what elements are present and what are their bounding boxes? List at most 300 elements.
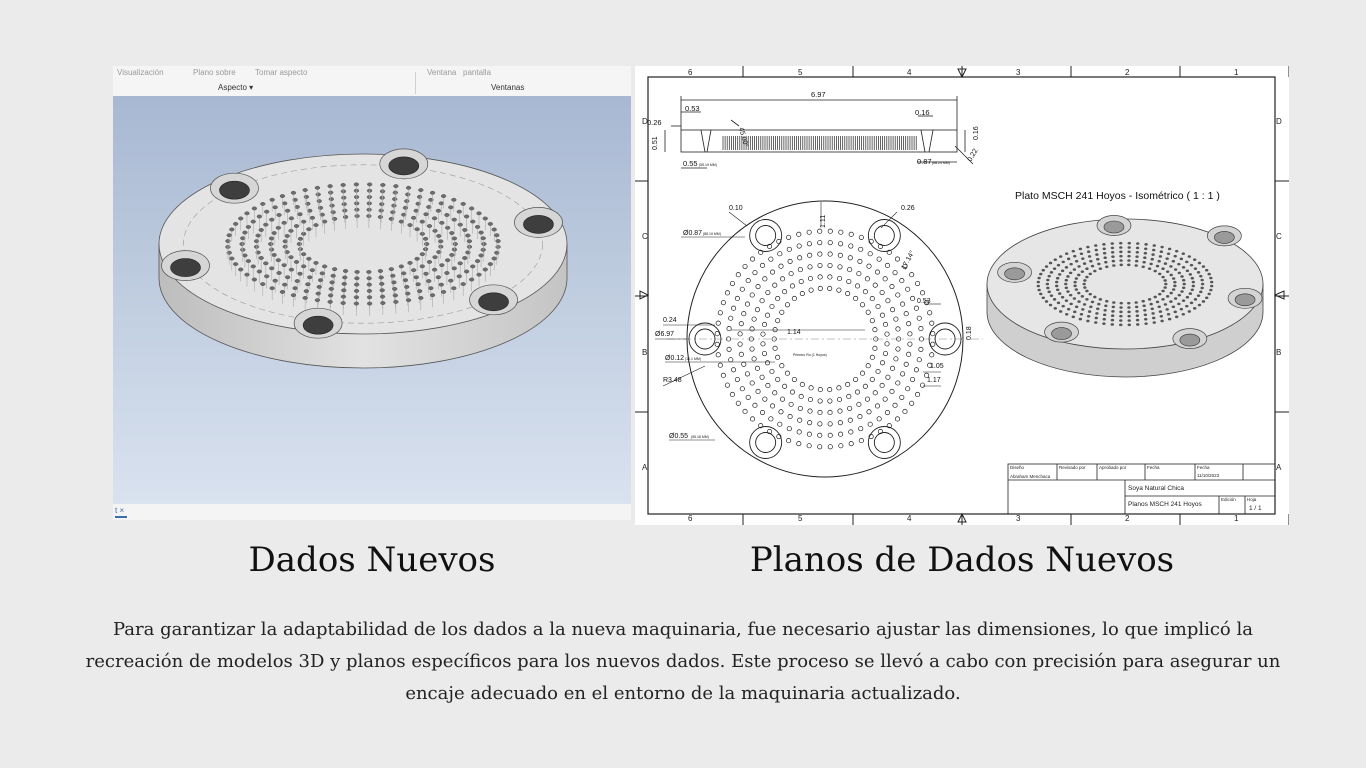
iso-hole [1210,285,1213,288]
die-hole [868,422,872,426]
hole [293,286,298,289]
die-hole [799,394,803,398]
die-hole [809,288,813,292]
iso-hole [1199,291,1202,294]
die-hole [828,240,832,244]
hole [432,268,437,271]
iso-hole [1194,267,1197,270]
die-hole [849,441,853,445]
iso-hole [1152,317,1155,320]
die-hole [763,397,767,401]
ribbon-group-aspecto[interactable]: Aspecto ▾ [218,83,254,92]
hole [415,257,420,260]
iso-bolt-hole [1052,328,1072,340]
die-plate-3d-model[interactable] [113,96,631,504]
dim-label: 45.00° [737,126,750,149]
iso-hole [1059,310,1062,313]
hole [245,212,250,215]
iso-hole [1136,323,1139,326]
iso-bolt-hole [1005,268,1025,280]
iso-hole [1091,301,1094,304]
frame-col-label: 6 [688,514,693,523]
die-hole [906,321,910,325]
hole [329,197,334,200]
iso-hole [1079,248,1082,251]
iso-hole [1095,253,1098,256]
iso-hole [1073,285,1076,288]
iso-hole [1127,255,1130,258]
die-hole [866,364,870,368]
hole [439,263,444,266]
plan-dimensions [655,205,973,440]
hole [289,217,294,220]
iso-hole [1192,281,1195,284]
die-hole [770,369,774,373]
iso-hole [1159,255,1162,258]
ribbon-cut-item[interactable]: Ventana [427,68,457,77]
iso-hole [1059,255,1062,258]
die-hole [894,357,898,361]
die-hole [727,347,731,351]
tb-part: Planos MSCH 241 Hoyos [1128,501,1202,508]
frame-col-label: 2 [1125,68,1130,77]
hole [462,228,467,231]
iso-hole [1065,286,1068,289]
iso-hole [1057,264,1060,267]
iso-hole [1175,316,1178,319]
die-hole [740,387,744,391]
iso-hole [1112,301,1115,304]
die-hole [798,406,802,410]
iso-hole [1208,293,1211,296]
die-hole [865,277,869,281]
hole [475,225,480,228]
hole [433,229,438,232]
die-hole [828,445,832,449]
hole [427,224,432,227]
die-hole [917,358,921,362]
die-hole [750,347,754,351]
die-hole [818,286,822,290]
cad-window-screenshot [113,66,631,520]
frame-col-label: 2 [1125,514,1130,523]
iso-hole [1119,251,1122,254]
frame-col-label: 3 [1016,68,1021,77]
die-hole [931,332,935,336]
hole [322,220,327,223]
hole [475,259,480,262]
iso-hole [1080,252,1083,255]
die-hole [845,382,849,386]
hole [264,275,269,278]
iso-hole [1177,263,1180,266]
hole [227,234,232,237]
hole [298,237,303,240]
ribbon-cut-item[interactable]: Tomar aspecto [255,68,308,77]
die-hole [752,357,756,361]
die-hole [877,417,881,421]
iso-hole [1151,253,1154,256]
hole [392,287,397,290]
iso-hole [1128,242,1131,245]
iso-hole [1088,310,1091,313]
hole [342,202,347,205]
iso-hole [1081,295,1084,298]
die-hole [930,321,934,325]
die-hole [876,304,880,308]
tb-diseno-label: Diseño [1010,465,1025,470]
hole [464,270,469,273]
die-hole [718,363,722,367]
hole [238,217,243,220]
hole [354,277,359,280]
die-hole [750,417,754,421]
die-hole [808,397,812,401]
hole [277,213,282,216]
iso-hole [1190,264,1193,267]
dim-label: 0.53 [917,298,931,305]
hole [316,193,321,196]
hole [449,253,454,256]
hole [469,278,474,281]
die-hole [837,276,841,280]
die-hole [782,384,786,388]
iso-hole [1056,277,1059,280]
iso-hole [1180,275,1183,278]
hole [280,290,285,293]
iso-hole [1058,273,1061,276]
iso-hole [1160,315,1163,318]
hole [269,218,274,221]
iso-hole [1198,304,1201,307]
iso-hole [1144,252,1147,255]
die-hole [742,311,746,315]
hole [415,228,420,231]
die-hole [785,371,789,375]
hole [260,282,265,285]
die-hole [910,377,914,381]
die-hole [867,264,871,268]
hole [268,242,273,245]
die-hole [752,317,756,321]
iso-hole [1069,272,1072,275]
die-hole [725,383,729,387]
die-hole [750,293,754,297]
frame-col-label: 6 [688,68,693,77]
die-hole [904,311,908,315]
hole [393,294,398,297]
dim-label: 0.26 [901,205,915,212]
iso-hole [1174,268,1177,271]
iso-hole [1178,272,1181,275]
dim-label: 0.16 [973,126,980,140]
iso-hole [1151,307,1154,310]
hole [430,191,435,194]
hole [424,272,429,275]
hole [341,301,346,304]
die-hole [877,257,881,261]
iso-hole [1143,256,1146,259]
iso-hole [1142,265,1145,268]
hole [380,301,385,304]
iso-hole [1082,283,1085,286]
iso-hole [1178,294,1181,297]
iso-hole [1136,251,1139,254]
iso-hole [1205,269,1208,272]
hole [342,209,347,212]
iso-hole [1161,290,1164,293]
iso-hole [1127,264,1130,267]
iso-hole [1111,319,1114,322]
die-hole [838,253,842,257]
iso-hole [1180,308,1183,311]
frame-row-label: D [1276,117,1282,126]
die-hole [900,278,904,282]
iso-hole [1081,270,1084,273]
die-hole [873,283,877,287]
frame-row-label: A [1276,463,1282,472]
hole [367,283,372,286]
dim-label: 0.18 [966,326,973,340]
hole [301,220,306,223]
hole [320,272,325,275]
iso-hole [1112,264,1115,267]
die-hole [849,244,853,248]
die-hole [743,264,747,268]
iso-hole [1120,264,1123,267]
iso-hole [1127,315,1130,318]
iso-hole [1163,279,1166,282]
iso-hole [1103,309,1106,312]
die-hole [818,240,822,244]
dim-label: 17.14° [900,249,917,271]
die-hole [756,284,760,288]
hole [367,183,372,186]
die-hole [880,290,884,294]
hole [295,279,300,282]
die-hole [753,270,757,274]
iso-hole [1062,305,1065,308]
hole [416,283,421,286]
iso-hole [1172,305,1175,308]
hole [297,242,302,245]
iso-hole [1050,294,1053,297]
hole [445,259,450,262]
hole [307,276,312,279]
ribbon-cut-item[interactable]: Plano sobre [193,68,236,77]
hole [282,263,287,266]
die-hole [859,438,863,442]
ribbon-cut-item[interactable]: Visualización [117,68,164,77]
die-hole [730,392,734,396]
iso-hole [1158,273,1161,276]
hole [427,260,432,263]
hole [289,229,294,232]
hole [379,282,384,285]
iso-hole [1191,277,1194,280]
iso-bolt-hole [1214,231,1234,243]
die-hole [868,252,872,256]
frame-col-label: 4 [907,68,912,77]
hole [403,206,408,209]
hole [380,289,385,292]
die-hole [870,318,874,322]
iso-hole [1085,267,1088,270]
iso-hole [1054,307,1057,310]
hole [403,278,408,281]
die-hole [837,386,841,390]
hole [229,257,234,260]
hole [310,216,315,219]
iso-hole [1135,306,1138,309]
die-hole [779,410,783,414]
die-hole [847,394,851,398]
die-hole [762,322,766,326]
tb-revisado-label: Revisado por [1059,465,1086,470]
die-hole [756,389,760,393]
hole [477,212,482,215]
die-hole [885,332,889,336]
die-hole [746,278,750,282]
iso-hole [1080,313,1083,316]
die-hole [721,300,725,304]
die-hole [780,310,784,314]
die-hole [903,409,907,413]
bolt-hole [756,226,776,246]
hole [436,276,441,279]
die-hole [769,257,773,261]
iso-hole [1173,285,1176,288]
die-hole [886,299,890,303]
hole [404,285,409,288]
die-hole [818,422,822,426]
die-hole [900,372,904,376]
die-hole [900,395,904,399]
hole [285,234,290,237]
hole [264,210,269,213]
iso-hole [1119,255,1122,258]
hole [252,278,257,281]
iso-hole [1104,304,1107,307]
hole [399,220,404,223]
hole [332,267,337,270]
iso-hole [1061,296,1064,299]
hole [263,223,268,226]
hole [461,202,466,205]
tb-fecha-label: Fecha [1147,465,1160,470]
bolt-hole [756,433,776,453]
hole [245,273,250,276]
iso-hole [1200,279,1203,282]
die-hole [838,432,842,436]
hole [280,194,285,197]
die-hole [718,311,722,315]
die-hole [715,332,719,336]
hole [458,223,463,226]
iso-hole [1142,300,1145,303]
hole [389,267,394,270]
die-hole [773,327,777,331]
title-block-text [1010,465,1262,512]
hole [328,184,333,187]
die-hole [745,302,749,306]
die-hole [890,307,894,311]
die-hole [789,402,793,406]
die-hole [807,230,811,234]
frame-col-label: 1 [1234,68,1239,77]
die-hole [883,277,887,281]
hole [285,276,290,279]
ribbon-cut-item[interactable]: pantalla [463,68,492,77]
hole [482,242,487,245]
iso-hole [1189,292,1192,295]
iso-hole [1149,263,1152,266]
hole [406,298,411,301]
iso-hole [1119,242,1122,245]
hole [301,265,306,268]
die-hole [818,433,822,437]
die-hole [847,406,851,410]
die-hole [807,242,811,246]
document-tab[interactable]: t × [115,506,127,518]
iso-hole [1170,274,1173,277]
die-hole [778,252,782,256]
hole [330,281,335,284]
iso-hole [1053,298,1056,301]
hole [238,268,243,271]
die-hole [855,390,859,394]
iso-hole [1163,286,1166,289]
die-hole [725,291,729,295]
iso-hole [1094,321,1097,324]
die-hole [739,321,743,325]
iso-hole [1169,265,1172,268]
ribbon-group-ventanas: Ventanas [491,83,525,92]
die-hole [818,275,822,279]
hole [273,206,278,209]
die-hole [870,377,874,381]
hole [420,265,425,268]
die-hole [755,307,759,311]
hole [405,193,410,196]
iso-hole [1161,267,1164,270]
hole [354,289,359,292]
die-hole [765,313,769,317]
die-hole [880,313,884,317]
tb-hoja-label: Hoja [1247,497,1257,502]
iso-hole [1180,258,1183,261]
hole [342,282,347,285]
iso-hole [1065,299,1068,302]
iso-hole [1077,265,1080,268]
hole [276,226,281,229]
iso-hole [1164,262,1167,265]
hole [432,217,437,220]
3d-viewport[interactable] [113,96,631,504]
die-hole [760,375,764,379]
iso-hole [1039,273,1042,276]
hole [436,234,441,237]
frame-col-label: 5 [798,514,803,523]
iso-hole [1089,260,1092,263]
counterbore [868,427,900,459]
iso-hole [1054,258,1057,261]
die-hole [875,404,879,408]
technical-drawing [635,66,1289,525]
iso-hole [1069,303,1072,306]
iso-hole [1127,259,1130,262]
iso-hole [1085,298,1088,301]
